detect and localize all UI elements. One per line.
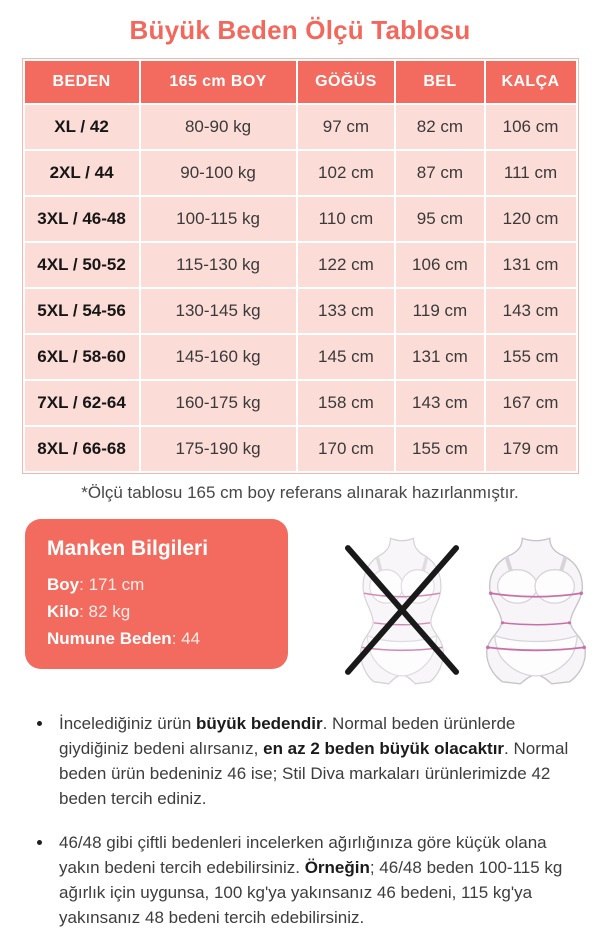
model-height-label: Boy bbox=[47, 575, 80, 594]
note-item: • 46/48 gibi çiftli bedenleri incelerken ağırlığınıza göre küçük olana yakın bedeni tercih edebilirsiniz. Örneğin; 46/48 beden 100-115 kg ağırlık için uygunsa, 100 kg'ya yakınsanız 46 bedeni, 115 kg'ya yakınsanız 48 bedeni tercih edebilirsiniz. bbox=[54, 830, 574, 930]
size-cell: 4XL / 50-52 bbox=[25, 243, 139, 287]
table-row bbox=[25, 151, 576, 195]
measure-cell: 82 cm bbox=[396, 105, 483, 149]
column-header: BEDEN bbox=[25, 61, 139, 103]
model-info-section bbox=[25, 519, 600, 685]
table-row bbox=[25, 427, 576, 471]
table-footnote: *Ölçü tablosu 165 cm boy referans alınarak hazırlanmıştır. bbox=[81, 483, 519, 502]
measure-cell: 155 cm bbox=[396, 427, 483, 471]
model-weight-line bbox=[47, 598, 266, 625]
measure-cell: 131 cm bbox=[486, 243, 576, 287]
size-cell: 7XL / 62-64 bbox=[25, 381, 139, 425]
measure-cell: 160-175 kg bbox=[141, 381, 296, 425]
table-row bbox=[25, 289, 576, 333]
notes-list bbox=[38, 711, 574, 930]
body-figures bbox=[343, 535, 595, 685]
column-header: KALÇA bbox=[486, 61, 576, 103]
measure-cell: 97 cm bbox=[298, 105, 395, 149]
note-item: • İncelediğiniz ürün büyük bedendir. Normal beden ürünlerde giydiğiniz bedeni alırsanız, en az 2 beden büyük olacaktır. Normal beden ürün bedeniniz 46 ise; Stil Diva markaları ürünlerimizde 42 beden tercih ediniz. bbox=[54, 711, 574, 811]
measure-cell: 122 cm bbox=[298, 243, 395, 287]
measure-cell: 102 cm bbox=[298, 151, 395, 195]
measure-cell: 95 cm bbox=[396, 197, 483, 241]
measure-cell: 133 cm bbox=[298, 289, 395, 333]
size-cell: XL / 42 bbox=[25, 105, 139, 149]
size-cell: 8XL / 66-68 bbox=[25, 427, 139, 471]
size-cell: 3XL / 46-48 bbox=[25, 197, 139, 241]
measure-cell: 155 cm bbox=[486, 335, 576, 379]
model-sample-size-line bbox=[47, 625, 266, 652]
measure-cell: 100-115 kg bbox=[141, 197, 296, 241]
measure-cell: 170 cm bbox=[298, 427, 395, 471]
measure-cell: 143 cm bbox=[396, 381, 483, 425]
measure-cell: 120 cm bbox=[486, 197, 576, 241]
model-weight-value: : 82 kg bbox=[79, 602, 131, 621]
model-info-title: Manken Bilgileri bbox=[47, 537, 209, 560]
model-sample-size-value: : 44 bbox=[171, 629, 201, 648]
model-height-value: : 171 cm bbox=[79, 575, 145, 594]
size-cell: 6XL / 58-60 bbox=[25, 335, 139, 379]
column-header: BEL bbox=[396, 61, 483, 103]
measure-cell: 80-90 kg bbox=[141, 105, 296, 149]
measure-cell: 106 cm bbox=[486, 105, 576, 149]
measure-cell: 87 cm bbox=[396, 151, 483, 195]
measure-cell: 175-190 kg bbox=[141, 427, 296, 471]
measure-cell: 145-160 kg bbox=[141, 335, 296, 379]
table-row bbox=[25, 105, 576, 149]
model-height-line bbox=[47, 571, 266, 598]
model-weight-label: Kilo bbox=[47, 602, 80, 621]
size-cell: 2XL / 44 bbox=[25, 151, 139, 195]
measure-cell: 158 cm bbox=[298, 381, 395, 425]
measure-cell: 106 cm bbox=[396, 243, 483, 287]
measure-cell: 111 cm bbox=[486, 151, 576, 195]
table-header-row bbox=[25, 61, 576, 103]
model-sample-size-label: Numune Beden bbox=[47, 629, 172, 648]
measure-cell: 143 cm bbox=[486, 289, 576, 333]
column-header: 165 cm BOY bbox=[141, 61, 296, 103]
measure-cell: 115-130 kg bbox=[141, 243, 296, 287]
measure-cell: 179 cm bbox=[486, 427, 576, 471]
table-row bbox=[25, 335, 576, 379]
table-row bbox=[25, 243, 576, 287]
table-row bbox=[25, 381, 576, 425]
measure-cell: 131 cm bbox=[396, 335, 483, 379]
measure-cell: 119 cm bbox=[396, 289, 483, 333]
page-title: Büyük Beden Ölçü Tablosu bbox=[129, 15, 471, 45]
plus-size-body-icon bbox=[477, 535, 595, 685]
measure-cell: 110 cm bbox=[298, 197, 395, 241]
measure-cell: 145 cm bbox=[298, 335, 395, 379]
standard-body-crossed-icon bbox=[343, 535, 461, 685]
measure-cell: 90-100 kg bbox=[141, 151, 296, 195]
size-cell: 5XL / 54-56 bbox=[25, 289, 139, 333]
measure-cell: 167 cm bbox=[486, 381, 576, 425]
measure-cell: 130-145 kg bbox=[141, 289, 296, 333]
model-info-card bbox=[25, 519, 288, 669]
column-header: GÖĞÜS bbox=[298, 61, 395, 103]
size-table bbox=[22, 58, 579, 474]
table-row bbox=[25, 197, 576, 241]
